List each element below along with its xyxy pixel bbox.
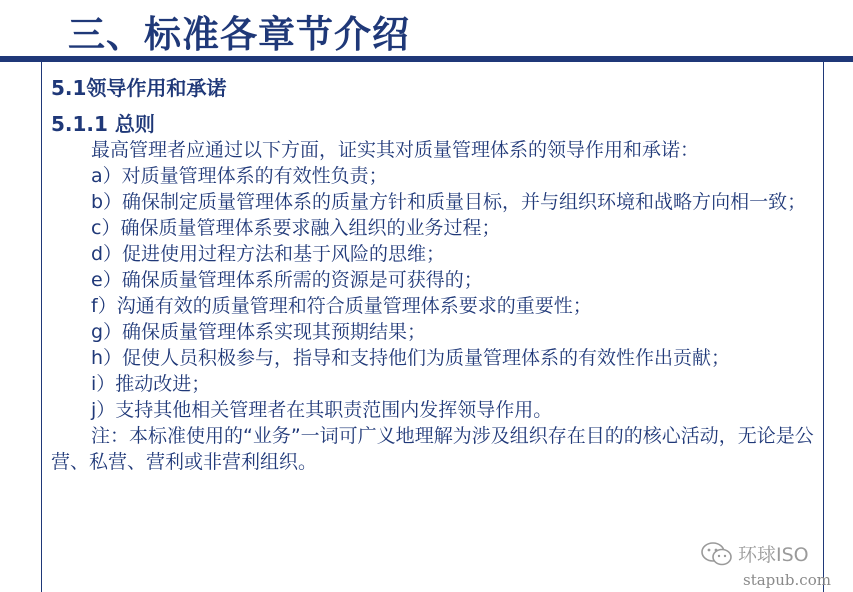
watermark-label: 环球ISO xyxy=(738,544,809,566)
watermark-site: stapub.com xyxy=(743,571,831,589)
list-item-g: g）确保质量管理体系实现其预期结果； xyxy=(91,321,427,343)
list-item-f: f）沟通有效的质量管理和符合质量管理体系要求的重要性； xyxy=(91,295,592,317)
wechat-icon xyxy=(700,541,734,567)
intro-paragraph: 最高管理者应通过以下方面，证实其对质量管理体系的领导作用和承诺： xyxy=(91,139,700,161)
list-item-a: a）对质量管理体系的有效性负责； xyxy=(91,165,388,187)
list-item-i: i）推动改进； xyxy=(91,373,211,395)
note-paragraph: 注：本标准使用的“业务”一词可广义地理解为涉及组织存在目的的核心活动，无论是公营、私营、营利或非营利组织。 xyxy=(51,425,814,473)
page-title: 三、标准各章节介绍 xyxy=(68,13,410,56)
subsection-heading: 5.1.1 总则 xyxy=(51,112,155,136)
section-content xyxy=(51,74,823,475)
list-item-d: d）促进使用过程方法和基于风险的思维； xyxy=(91,243,446,265)
list-item-e: e）确保质量管理体系所需的资源是可获得的； xyxy=(91,269,483,291)
list-item-b: b）确保制定质量管理体系的质量方针和质量目标，并与组织环境和战略方向相一致； xyxy=(91,191,807,213)
watermark xyxy=(700,540,809,567)
list-item-h: h）促使人员积极参与，指导和支持他们为质量管理体系的有效性作出贡献； xyxy=(91,347,731,369)
list-item-j: j）支持其他相关管理者在其职责范围内发挥领导作用。 xyxy=(91,399,553,421)
section-heading: 5.1领导作用和承诺 xyxy=(51,76,227,100)
list-item-c: c）确保质量管理体系要求融入组织的业务过程； xyxy=(91,217,501,239)
